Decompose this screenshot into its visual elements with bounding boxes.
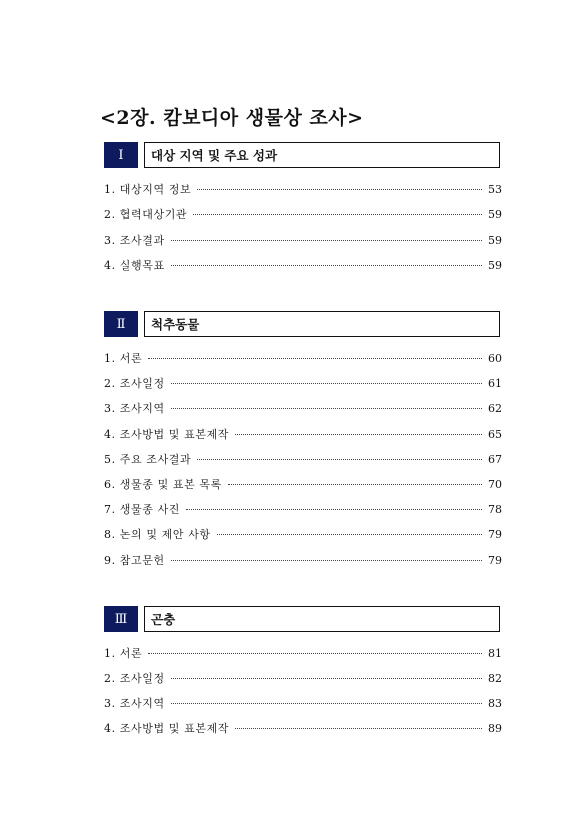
dot-leader	[171, 408, 482, 409]
toc-entry-page: 67	[488, 453, 502, 466]
toc-entry-label: 1. 서론	[104, 647, 143, 660]
toc-entry-label: 1. 대상지역 정보	[104, 183, 192, 196]
section-heading: 척추동물	[144, 311, 500, 337]
toc-entry[interactable]	[104, 350, 502, 366]
toc-entry-page: 61	[488, 377, 502, 390]
toc-entry[interactable]	[104, 181, 502, 197]
dot-leader	[171, 678, 482, 679]
dot-leader	[228, 484, 482, 485]
dot-leader	[197, 459, 482, 460]
toc-entry-page: 81	[488, 647, 502, 660]
toc-entry-label: 2. 조사일정	[104, 672, 165, 685]
dot-leader	[217, 534, 482, 535]
section-header-1	[104, 142, 500, 168]
dot-leader	[235, 434, 482, 435]
section-heading: 곤충	[144, 606, 500, 632]
toc-entry[interactable]	[104, 645, 502, 661]
dot-leader	[171, 383, 482, 384]
toc-entry-label: 4. 실행목표	[104, 259, 165, 272]
section-header-3	[104, 606, 500, 632]
toc-entry-label: 5. 주요 조사결과	[104, 453, 192, 466]
dot-leader	[148, 653, 482, 654]
toc-entry-page: 62	[488, 402, 502, 415]
dot-leader	[148, 358, 482, 359]
dot-leader	[171, 560, 482, 561]
toc-entry[interactable]	[104, 720, 502, 736]
toc-entry-page: 59	[488, 234, 502, 247]
toc-entry[interactable]	[104, 257, 502, 273]
toc-entry-page: 79	[488, 554, 502, 567]
toc-entry-label: 1. 서론	[104, 352, 143, 365]
toc-entry[interactable]	[104, 552, 502, 568]
toc-entry-page: 70	[488, 478, 502, 491]
toc-entry[interactable]	[104, 501, 502, 517]
toc-entry-label: 3. 조사지역	[104, 697, 165, 710]
toc-entry[interactable]	[104, 670, 502, 686]
toc-entry[interactable]	[104, 426, 502, 442]
toc-entry-label: 9. 참고문헌	[104, 554, 165, 567]
toc-entry-page: 65	[488, 428, 502, 441]
toc-entry[interactable]	[104, 451, 502, 467]
page-title: <2장. 캄보디아 생물상 조사>	[100, 107, 364, 129]
toc-entry[interactable]	[104, 476, 502, 492]
section-header-2	[104, 311, 500, 337]
dot-leader	[171, 265, 482, 266]
dot-leader	[193, 214, 482, 215]
toc-entry[interactable]	[104, 526, 502, 542]
section-heading: 대상 지역 및 주요 성과	[144, 142, 500, 168]
toc-entry-page: 59	[488, 208, 502, 221]
dot-leader	[197, 189, 482, 190]
section-numeral: Ⅰ	[104, 142, 138, 168]
toc-entry-label: 2. 협력대상기관	[104, 208, 188, 221]
toc-entry-page: 89	[488, 722, 502, 735]
toc-entry-label: 4. 조사방법 및 표본제작	[104, 722, 230, 735]
dot-leader	[186, 509, 482, 510]
dot-leader	[171, 240, 482, 241]
toc-entry[interactable]	[104, 375, 502, 391]
toc-entry-page: 79	[488, 528, 502, 541]
toc-entry-page: 78	[488, 503, 502, 516]
toc-entry-page: 53	[488, 183, 502, 196]
toc-entry-label: 8. 논의 및 제안 사항	[104, 528, 211, 541]
toc-entry-page: 82	[488, 672, 502, 685]
toc-entry-page: 60	[488, 352, 502, 365]
toc-entry-label: 3. 조사지역	[104, 402, 165, 415]
toc-entry-label: 2. 조사일정	[104, 377, 165, 390]
toc-entry-label: 6. 생물종 및 표본 목록	[104, 478, 222, 491]
toc-entry-page: 59	[488, 259, 502, 272]
toc-entry[interactable]	[104, 206, 502, 222]
toc-entry-label: 3. 조사결과	[104, 234, 165, 247]
section-numeral: Ⅱ	[104, 311, 138, 337]
toc-entry-label: 4. 조사방법 및 표본제작	[104, 428, 230, 441]
toc-entry[interactable]	[104, 400, 502, 416]
toc-entry-page: 83	[488, 697, 502, 710]
toc-entry-label: 7. 생물종 사진	[104, 503, 181, 516]
toc-entry[interactable]	[104, 695, 502, 711]
dot-leader	[171, 703, 482, 704]
toc-entry[interactable]	[104, 232, 502, 248]
section-numeral: Ⅲ	[104, 606, 138, 632]
dot-leader	[235, 728, 482, 729]
